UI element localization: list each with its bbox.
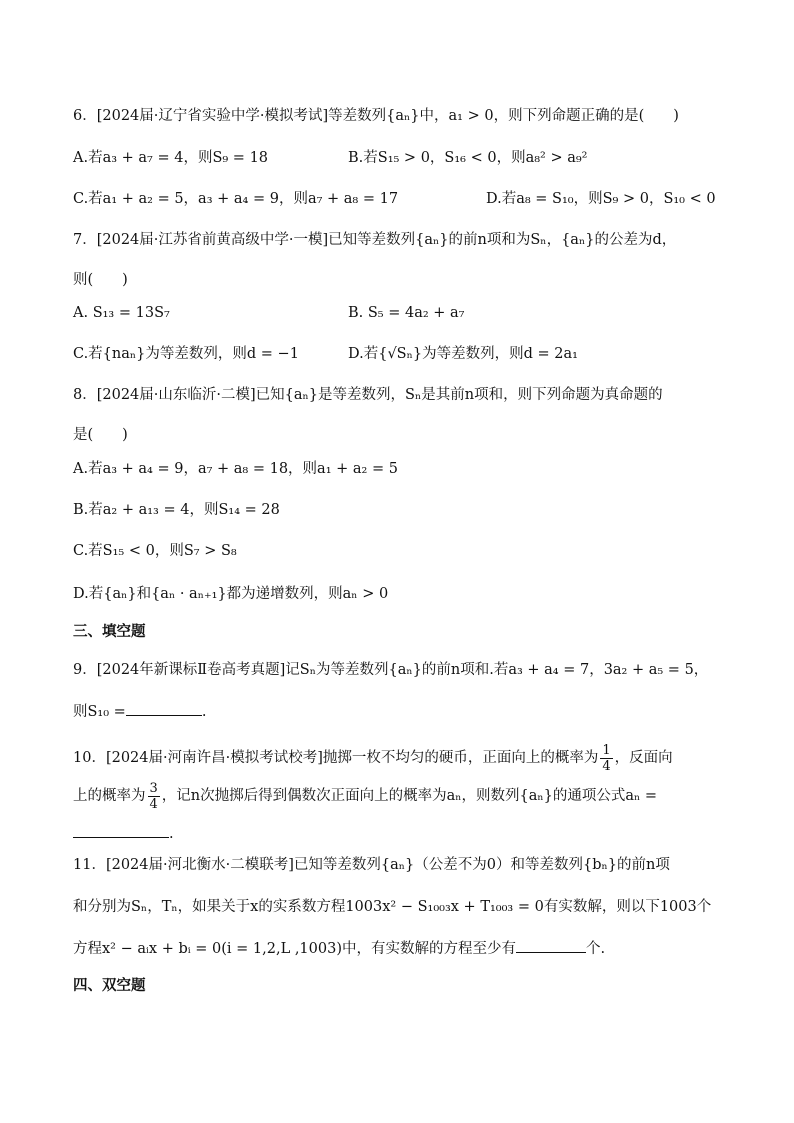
q9-answer-blank[interactable] bbox=[126, 701, 202, 716]
q10-stem-line2 bbox=[73, 778, 657, 814]
q9-stem-suffix: . bbox=[201, 704, 207, 720]
q8-option-d: D.若{aₙ}和{aₙ · aₙ₊₁}都为递增数列，则aₙ > 0 bbox=[73, 586, 389, 602]
q6-option-d: D.若a₈ = S₁₀，则S₉ > 0，S₁₀ < 0 bbox=[486, 191, 716, 207]
q10-stem-line3 bbox=[73, 823, 174, 844]
q11-stem-line3 bbox=[73, 938, 605, 959]
q10-stem1-prefix: 10．[2024届·河南许昌·模拟考试校考]抛掷一枚不均匀的硬币，正面向上的概率为 bbox=[73, 750, 599, 766]
q11-stem3-suffix: 个. bbox=[586, 941, 606, 957]
q10-stem1-suffix: ，反面向 bbox=[614, 750, 673, 766]
q11-stem-line2: 和分别为Sₙ，Tₙ，如果关于x的实系数方程1003x² − S₁₀₀₃x + T₁₀₀₃ = 0有实数解，则以下1003个 bbox=[73, 899, 712, 915]
q10-fraction-three-quarters: $\frac{3}{4}$ bbox=[149, 780, 158, 812]
q11-answer-blank[interactable] bbox=[516, 938, 586, 953]
q6-option-c: C.若a₁ + a₂ = 5，a₃ + a₄ = 9，则a₇ + a₈ = 17 bbox=[73, 191, 399, 207]
q7-option-a: A. S₁₃ = 13S₇ bbox=[73, 305, 170, 321]
q7-stem-line1: 7．[2024届·江苏省前黄高级中学·一模]已知等差数列{aₙ}的前n项和为Sₙ，{aₙ}的公差为d， bbox=[73, 232, 677, 248]
q7-stem-line2: 则( ) bbox=[73, 272, 128, 288]
q9-stem-line2 bbox=[73, 701, 206, 722]
q7-option-b: B. S₅ = 4a₂ + a₇ bbox=[348, 305, 465, 321]
q9-stem-prefix: 则S₁₀ = bbox=[73, 704, 126, 720]
q8-option-c: C.若S₁₅ < 0，则S₇ > S₈ bbox=[73, 543, 237, 559]
section-heading-double-blank: 四、双空题 bbox=[73, 978, 146, 994]
q9-stem-line1: 9．[2024年新课标Ⅱ卷高考真题]记Sₙ为等差数列{aₙ}的前n项和.若a₃ + a₄ = 7，3a₂ + a₅ = 5， bbox=[73, 662, 709, 678]
q8-option-a: A.若a₃ + a₄ = 9，a₇ + a₈ = 18，则a₁ + a₂ = 5 bbox=[73, 461, 398, 477]
q11-stem-line1: 11．[2024届·河北衡水·二模联考]已知等差数列{aₙ}（公差不为0）和等差数列{bₙ}的前n项 bbox=[73, 857, 670, 873]
q7-option-c: C.若{naₙ}为等差数列，则d = −1 bbox=[73, 346, 299, 362]
q6-stem: 6．[2024届·辽宁省实验中学·模拟考试]等差数列{aₙ}中，a₁ > 0，则下列命题正确的是( ) bbox=[73, 108, 679, 124]
q7-option-d: D.若{√Sₙ}为等差数列，则d = 2a₁ bbox=[348, 346, 578, 362]
q10-stem-line1 bbox=[73, 740, 673, 776]
section-heading-fill-blank: 三、填空题 bbox=[73, 624, 146, 640]
q8-option-b: B.若a₂ + a₁₃ = 4，则S₁₄ = 28 bbox=[73, 502, 280, 518]
q6-option-a: A.若a₃ + a₇ = 4，则S₉ = 18 bbox=[73, 150, 269, 166]
q10-answer-blank[interactable] bbox=[73, 823, 169, 838]
q10-stem3-suffix: . bbox=[169, 826, 174, 842]
q10-fraction-one-quarter: $\frac{1}{4}$ bbox=[602, 742, 611, 774]
q10-stem2-prefix: 上的概率为 bbox=[73, 788, 146, 804]
q11-stem3-prefix: 方程x² − aᵢx + bᵢ = 0(i = 1,2,L ,1003)中，有实数解的方程至少有 bbox=[73, 941, 516, 957]
q6-option-b: B.若S₁₅ > 0，S₁₆ < 0，则a₈² > a₉² bbox=[348, 150, 588, 166]
q10-stem2-suffix: ，记n次抛掷后得到偶数次正面向上的概率为aₙ，则数列{aₙ}的通项公式aₙ = bbox=[161, 788, 658, 804]
q8-stem-line2: 是( ) bbox=[73, 427, 128, 443]
q8-stem-line1: 8．[2024届·山东临沂·二模]已知{aₙ}是等差数列，Sₙ是其前n项和，则下列命题为真命题的 bbox=[73, 387, 663, 403]
